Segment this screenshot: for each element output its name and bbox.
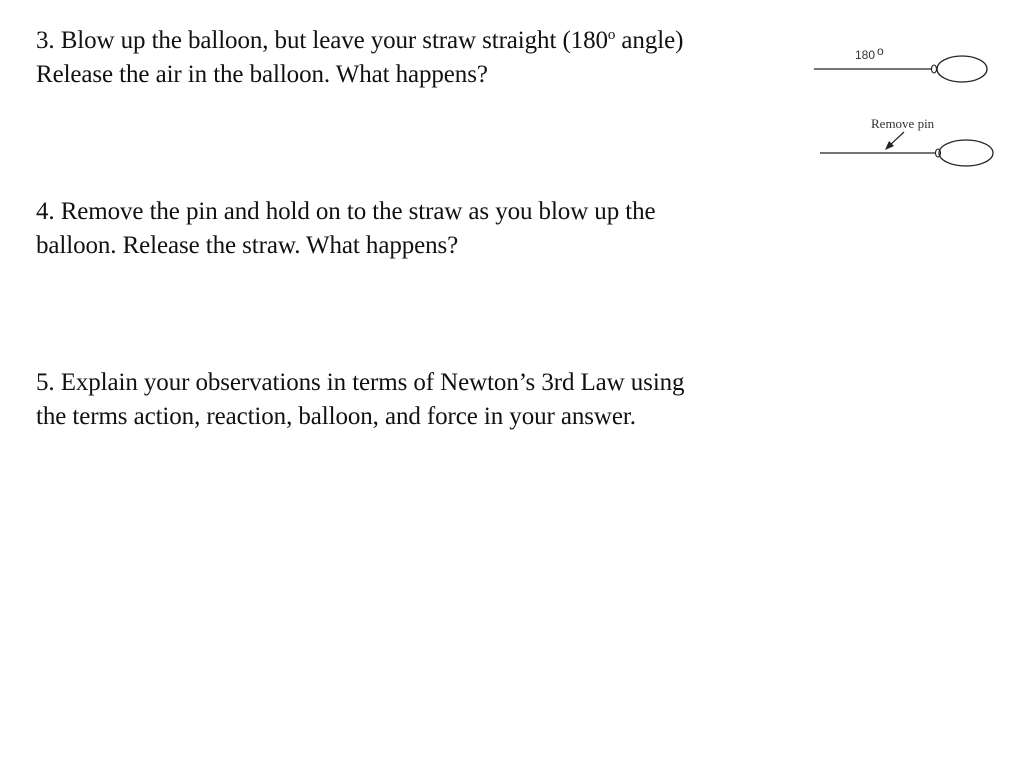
question-5-line-2: the terms action, reaction, balloon, and force in your answer. [36, 403, 636, 430]
remove-pin-diagram [812, 112, 1012, 174]
question-4-line-1: 4. Remove the pin and hold on to the straw as you blow up the [36, 198, 656, 225]
degree-superscript: o [607, 27, 616, 43]
question-5 [36, 366, 806, 434]
balloon-outline [939, 140, 993, 166]
question-3-line-1 [36, 24, 806, 58]
angle-label: 180 [855, 48, 876, 62]
remove-pin-label: Remove pin [871, 116, 935, 131]
question-4-line-2: balloon. Release the straw. What happens? [36, 232, 459, 259]
question-3 [36, 24, 806, 92]
balloon-outline [937, 56, 987, 82]
question-4 [36, 195, 796, 263]
straight-straw-diagram [806, 42, 1006, 92]
question-5-line-1: 5. Explain your observations in terms of Newton’s 3rd Law using [36, 369, 685, 396]
angle-degree-symbol: o [877, 44, 884, 58]
question-3-text-start: 3. Blow up the balloon, but leave your straw straight (180 [36, 27, 608, 54]
question-3-line-2: Release the air in the balloon. What happens? [36, 61, 488, 88]
question-3-text-end: angle) [615, 27, 684, 54]
balloon-knot [932, 65, 937, 73]
